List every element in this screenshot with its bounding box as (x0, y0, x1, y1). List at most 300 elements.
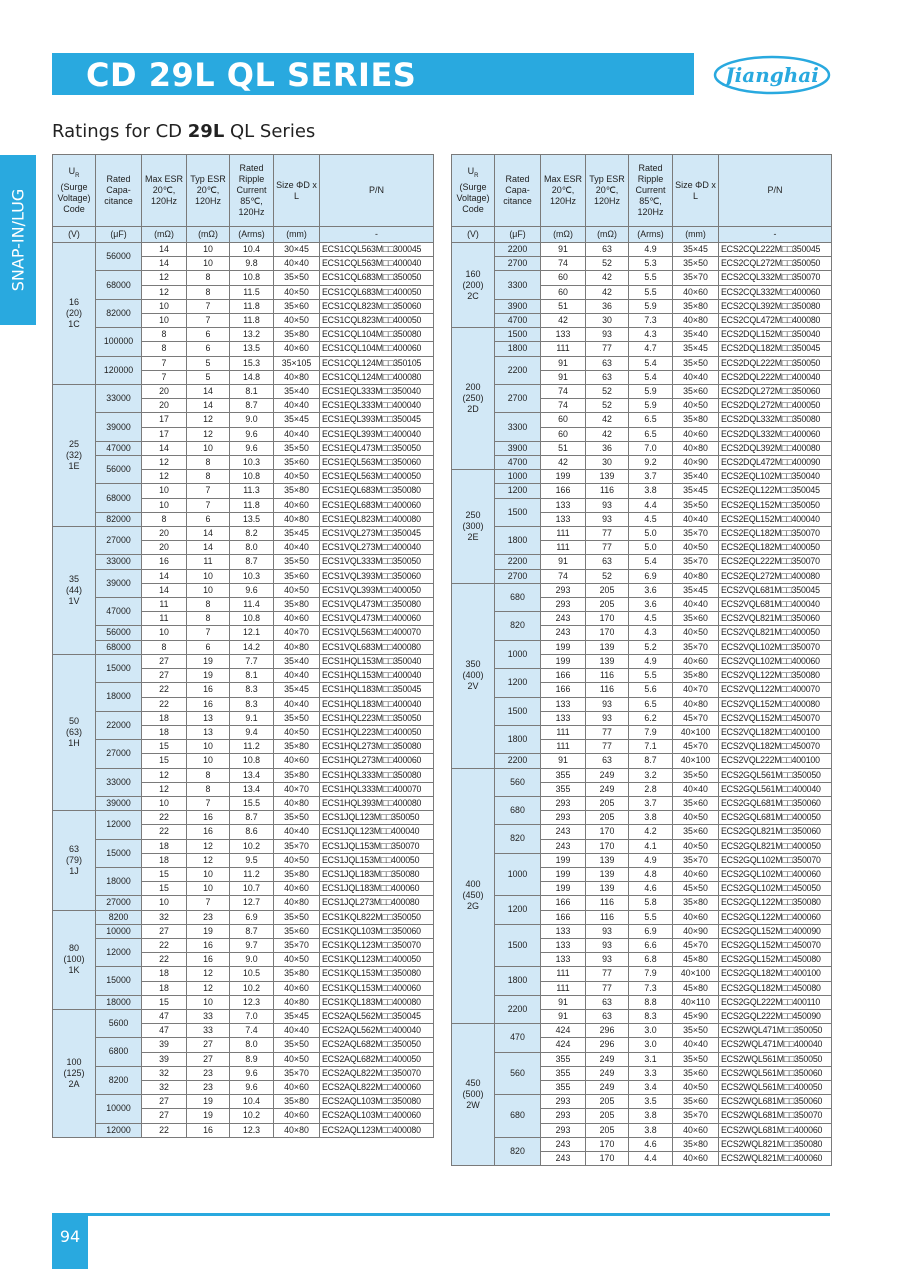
max-esr-cell: 12 (142, 768, 187, 782)
capacitance-cell: 39000 (96, 796, 142, 810)
voltage-group-cell: 16 (20) 1C (53, 243, 96, 385)
typ-esr-cell: 63 (586, 995, 629, 1009)
size-cell: 40×100 (673, 967, 719, 981)
part-number-cell: ECS2VQL122M□□350080 (719, 669, 832, 683)
part-number-cell: ECS2AQL822M□□350070 (320, 1066, 434, 1080)
ripple-cell: 5.4 (629, 356, 673, 370)
part-number-cell: ECS2VQL182M□□450070 (719, 740, 832, 754)
typ-esr-cell: 296 (586, 1024, 629, 1038)
ripple-cell: 9.0 (230, 953, 274, 967)
typ-esr-cell: 12 (187, 839, 230, 853)
capacitance-cell: 1000 (495, 853, 541, 896)
max-esr-cell: 166 (541, 896, 586, 910)
size-cell: 35×50 (274, 441, 320, 455)
typ-esr-cell: 14 (187, 541, 230, 555)
typ-esr-cell: 33 (187, 1024, 230, 1038)
size-cell: 40×40 (274, 399, 320, 413)
table-row (452, 924, 832, 938)
table-row (452, 498, 832, 512)
size-cell: 35×50 (673, 356, 719, 370)
max-esr-cell: 18 (142, 711, 187, 725)
ripple-cell: 9.6 (230, 1080, 274, 1094)
typ-esr-cell: 93 (586, 328, 629, 342)
part-number-cell: ECS1JQL153M□□400050 (320, 853, 434, 867)
typ-esr-cell: 205 (586, 796, 629, 810)
max-esr-cell: 293 (541, 796, 586, 810)
capacitance-cell: 820 (495, 612, 541, 640)
typ-esr-cell: 10 (187, 257, 230, 271)
max-esr-cell: 133 (541, 512, 586, 526)
max-esr-cell: 20 (142, 385, 187, 399)
size-cell: 35×70 (673, 1109, 719, 1123)
max-esr-cell: 424 (541, 1038, 586, 1052)
size-cell: 45×70 (673, 711, 719, 725)
max-esr-cell: 14 (142, 257, 187, 271)
max-esr-cell: 12 (142, 470, 187, 484)
ripple-cell: 5.4 (629, 370, 673, 384)
max-esr-cell: 39 (142, 1038, 187, 1052)
ripple-cell: 7.4 (230, 1024, 274, 1038)
part-number-cell: ECS1CQL104M□□350080 (320, 328, 434, 342)
part-number-cell: ECS1HQL223M□□400050 (320, 725, 434, 739)
size-cell: 40×80 (274, 995, 320, 1009)
table-row (53, 456, 434, 470)
table-row (452, 1024, 832, 1038)
typ-esr-cell: 16 (187, 811, 230, 825)
typ-esr-cell: 8 (187, 271, 230, 285)
capacitance-cell: 680 (495, 583, 541, 611)
part-number-cell: ECS2VQL152M□□450070 (719, 711, 832, 725)
typ-esr-cell: 139 (586, 882, 629, 896)
typ-esr-cell: 14 (187, 385, 230, 399)
ripple-cell: 5.9 (629, 299, 673, 313)
unit-cell: (μF) (495, 227, 541, 243)
ripple-cell: 6.5 (629, 697, 673, 711)
ripple-cell: 9.8 (230, 257, 274, 271)
part-number-cell: ECS1EQL473M□□350050 (320, 441, 434, 455)
unit-cell: (mΩ) (142, 227, 187, 243)
max-esr-cell: 293 (541, 598, 586, 612)
max-esr-cell: 16 (142, 555, 187, 569)
max-esr-cell: 243 (541, 1137, 586, 1151)
part-number-cell: ECS2WQL471M□□400040 (719, 1038, 832, 1052)
part-number-cell: ECS2DQL332M□□350080 (719, 413, 832, 427)
part-number-cell: ECS2VQL681M□□400040 (719, 598, 832, 612)
max-esr-cell: 133 (541, 328, 586, 342)
ripple-cell: 13.5 (230, 342, 274, 356)
typ-esr-cell: 10 (187, 243, 230, 257)
col-header-max-esr: Max ESR 20℃, 120Hz (541, 155, 586, 227)
voltage-group-cell: 100 (125) 2A (53, 1009, 96, 1137)
typ-esr-cell: 7 (187, 896, 230, 910)
part-number-cell: ECS1VQL683M□□400080 (320, 640, 434, 654)
size-cell: 35×70 (274, 938, 320, 952)
part-number-cell: ECS2GQL122M□□350080 (719, 896, 832, 910)
capacitance-cell: 10000 (96, 924, 142, 938)
ripple-cell: 13.2 (230, 328, 274, 342)
max-esr-cell: 355 (541, 782, 586, 796)
unit-cell: - (719, 227, 832, 243)
ripple-cell: 8.7 (230, 399, 274, 413)
max-esr-cell: 14 (142, 243, 187, 257)
table-row (452, 697, 832, 711)
part-number-cell: ECS1EQL393M□□350045 (320, 413, 434, 427)
typ-esr-cell: 116 (586, 669, 629, 683)
typ-esr-cell: 93 (586, 512, 629, 526)
capacitance-cell: 33000 (96, 768, 142, 796)
capacitance-cell: 47000 (96, 598, 142, 626)
voltage-group-cell: 25 (32) 1E (53, 385, 96, 527)
size-cell: 35×60 (274, 456, 320, 470)
col-header-voltage-u: U (467, 166, 475, 177)
ripple-cell: 3.5 (629, 1095, 673, 1109)
part-number-cell: ECS2VQL182M□□400100 (719, 725, 832, 739)
part-number-cell: ECS2EQL272M□□400080 (719, 569, 832, 583)
ripple-cell: 7.0 (230, 1009, 274, 1023)
size-cell: 35×50 (274, 910, 320, 924)
part-number-cell: ECS2AQL822M□□400060 (320, 1080, 434, 1094)
capacitance-cell: 2200 (495, 995, 541, 1023)
max-esr-cell: 243 (541, 825, 586, 839)
size-cell: 35×80 (274, 328, 320, 342)
size-cell: 35×40 (673, 328, 719, 342)
ripple-cell: 10.8 (230, 754, 274, 768)
table-row (53, 1066, 434, 1080)
size-cell: 40×50 (274, 853, 320, 867)
size-cell: 35×50 (274, 555, 320, 569)
size-cell: 40×80 (274, 512, 320, 526)
part-number-cell: ECS2AQL562M□□350045 (320, 1009, 434, 1023)
header-row (452, 155, 832, 227)
ripple-cell: 11.8 (230, 314, 274, 328)
ripple-cell: 11.3 (230, 484, 274, 498)
typ-esr-cell: 23 (187, 1066, 230, 1080)
max-esr-cell: 18 (142, 725, 187, 739)
ripple-cell: 4.2 (629, 825, 673, 839)
size-cell: 40×50 (274, 953, 320, 967)
size-cell: 35×40 (673, 470, 719, 484)
part-number-cell: ECS1VQL473M□□350080 (320, 598, 434, 612)
max-esr-cell: 91 (541, 1009, 586, 1023)
size-cell: 35×70 (673, 271, 719, 285)
max-esr-cell: 27 (142, 1109, 187, 1123)
ripple-cell: 10.3 (230, 569, 274, 583)
ripple-cell: 3.8 (629, 484, 673, 498)
part-number-cell: ECS1HQL223M□□350050 (320, 711, 434, 725)
table-row (53, 796, 434, 810)
typ-esr-cell: 93 (586, 498, 629, 512)
footer-rule (52, 1213, 830, 1216)
max-esr-cell: 10 (142, 626, 187, 640)
ripple-cell: 13.4 (230, 768, 274, 782)
ripple-cell: 5.3 (629, 257, 673, 271)
capacitance-cell: 56000 (96, 456, 142, 484)
table-row (53, 640, 434, 654)
typ-esr-cell: 14 (187, 527, 230, 541)
ripple-cell: 8.1 (230, 669, 274, 683)
typ-esr-cell: 10 (187, 867, 230, 881)
size-cell: 40×40 (274, 1024, 320, 1038)
capacitance-cell: 1200 (495, 484, 541, 498)
part-number-cell: ECS2WQL561M□□400050 (719, 1080, 832, 1094)
size-cell: 40×100 (673, 754, 719, 768)
max-esr-cell: 10 (142, 299, 187, 313)
ripple-cell: 9.0 (230, 413, 274, 427)
ripple-cell: 7.3 (629, 314, 673, 328)
capacitance-cell: 1000 (495, 640, 541, 668)
capacitance-cell: 18000 (96, 995, 142, 1009)
page-subtitle (52, 121, 315, 142)
size-cell: 40×60 (673, 427, 719, 441)
col-header-typ-esr: Typ ESR 20℃, 120Hz (187, 155, 230, 227)
capacitance-cell: 47000 (96, 441, 142, 455)
typ-esr-cell: 63 (586, 1009, 629, 1023)
typ-esr-cell: 19 (187, 669, 230, 683)
typ-esr-cell: 52 (586, 399, 629, 413)
part-number-cell: ECS2GQL152M□□400090 (719, 924, 832, 938)
size-cell: 45×80 (673, 953, 719, 967)
capacitance-cell: 1800 (495, 342, 541, 356)
size-cell: 35×50 (274, 271, 320, 285)
capacitance-cell: 82000 (96, 512, 142, 526)
typ-esr-cell: 6 (187, 512, 230, 526)
ripple-cell: 8.3 (230, 683, 274, 697)
size-cell: 40×90 (673, 456, 719, 470)
part-number-cell: ECS1EQL393M□□400040 (320, 427, 434, 441)
capacitance-cell: 8200 (96, 1066, 142, 1094)
size-cell: 35×45 (274, 413, 320, 427)
typ-esr-cell: 33 (187, 1009, 230, 1023)
typ-esr-cell: 170 (586, 1152, 629, 1166)
max-esr-cell: 8 (142, 640, 187, 654)
part-number-cell: ECS1EQL683M□□350080 (320, 484, 434, 498)
ripple-cell: 5.0 (629, 527, 673, 541)
size-cell: 40×50 (274, 583, 320, 597)
typ-esr-cell: 13 (187, 711, 230, 725)
capacitance-cell: 3300 (495, 413, 541, 441)
typ-esr-cell: 7 (187, 498, 230, 512)
col-header-voltage-sub: R (75, 172, 80, 179)
part-number-cell: ECS2WQL821M□□400060 (719, 1152, 832, 1166)
max-esr-cell: 111 (541, 981, 586, 995)
typ-esr-cell: 139 (586, 867, 629, 881)
ripple-cell: 8.3 (230, 697, 274, 711)
part-number-cell: ECS1HQL333M□□400070 (320, 782, 434, 796)
capacitance-cell: 18000 (96, 867, 142, 895)
size-cell: 40×60 (274, 1109, 320, 1123)
typ-esr-cell: 52 (586, 385, 629, 399)
size-cell: 40×40 (274, 427, 320, 441)
voltage-group-cell: 63 (79) 1J (53, 811, 96, 910)
capacitance-cell: 1800 (495, 725, 541, 753)
capacitance-cell: 4700 (495, 456, 541, 470)
size-cell: 40×60 (673, 285, 719, 299)
size-cell: 35×60 (274, 924, 320, 938)
typ-esr-cell: 170 (586, 1137, 629, 1151)
typ-esr-cell: 16 (187, 953, 230, 967)
typ-esr-cell: 93 (586, 938, 629, 952)
typ-esr-cell: 42 (586, 271, 629, 285)
max-esr-cell: 22 (142, 825, 187, 839)
typ-esr-cell: 16 (187, 697, 230, 711)
ripple-cell: 10.8 (230, 612, 274, 626)
typ-esr-cell: 19 (187, 924, 230, 938)
voltage-group-cell: 250 (300) 2E (452, 470, 495, 584)
ripple-cell: 9.6 (230, 441, 274, 455)
part-number-cell: ECS2EQL182M□□400050 (719, 541, 832, 555)
part-number-cell: ECS1VQL393M□□350060 (320, 569, 434, 583)
part-number-cell: ECS1KQL103M□□350060 (320, 924, 434, 938)
size-cell: 40×60 (274, 342, 320, 356)
size-cell: 40×60 (274, 882, 320, 896)
table-row (452, 1052, 832, 1066)
typ-esr-cell: 7 (187, 484, 230, 498)
capacitance-cell: 56000 (96, 626, 142, 640)
ripple-cell: 4.4 (629, 1152, 673, 1166)
max-esr-cell: 15 (142, 867, 187, 881)
typ-esr-cell: 19 (187, 654, 230, 668)
max-esr-cell: 166 (541, 910, 586, 924)
part-number-cell: ECS1HQL393M□□400080 (320, 796, 434, 810)
max-esr-cell: 15 (142, 995, 187, 1009)
ripple-cell: 6.9 (230, 910, 274, 924)
page-number: 94 (59, 1227, 81, 1246)
voltage-group-cell: 450 (500) 2W (452, 1024, 495, 1166)
max-esr-cell: 199 (541, 654, 586, 668)
table-row (53, 413, 434, 427)
brand-name: Jianghai (725, 63, 819, 87)
capacitance-cell: 15000 (96, 839, 142, 867)
part-number-cell: ECS2EQL182M□□350070 (719, 527, 832, 541)
col-header-voltage-sub: R (474, 172, 479, 179)
table-row (53, 299, 434, 313)
ripple-cell: 10.2 (230, 981, 274, 995)
table-row (452, 825, 832, 839)
capacitance-cell: 100000 (96, 328, 142, 356)
capacitance-cell: 1800 (495, 527, 541, 555)
part-number-cell: ECS2GQL122M□□400060 (719, 910, 832, 924)
voltage-group-cell: 400 (450) 2G (452, 768, 495, 1024)
unit-cell: (mm) (673, 227, 719, 243)
max-esr-cell: 22 (142, 697, 187, 711)
typ-esr-cell: 42 (586, 413, 629, 427)
typ-esr-cell: 116 (586, 484, 629, 498)
size-cell: 35×80 (673, 1137, 719, 1151)
typ-esr-cell: 205 (586, 811, 629, 825)
size-cell: 35×50 (274, 711, 320, 725)
max-esr-cell: 199 (541, 882, 586, 896)
capacitance-cell: 2200 (495, 754, 541, 768)
part-number-cell: ECS2EQL222M□□350070 (719, 555, 832, 569)
part-number-cell: ECS1JQL273M□□400080 (320, 896, 434, 910)
table-row (53, 441, 434, 455)
part-number-cell: ECS1HQL333M□□350080 (320, 768, 434, 782)
part-number-cell: ECS2GQL102M□□450050 (719, 882, 832, 896)
ripple-cell: 11.8 (230, 498, 274, 512)
ripple-cell: 9.6 (230, 1066, 274, 1080)
typ-esr-cell: 6 (187, 640, 230, 654)
part-number-cell: ECS2DQL472M□□400090 (719, 456, 832, 470)
table-row (53, 527, 434, 541)
ripple-cell: 4.7 (629, 342, 673, 356)
capacitance-cell: 6800 (96, 1038, 142, 1066)
part-number-cell: ECS1VQL393M□□400050 (320, 583, 434, 597)
table-row (452, 725, 832, 739)
typ-esr-cell: 30 (586, 314, 629, 328)
typ-esr-cell: 8 (187, 456, 230, 470)
subtitle-prefix: Ratings for CD (52, 121, 188, 142)
part-number-cell: ECS1EQL563M□□400050 (320, 470, 434, 484)
typ-esr-cell: 63 (586, 356, 629, 370)
max-esr-cell: 15 (142, 882, 187, 896)
max-esr-cell: 22 (142, 938, 187, 952)
typ-esr-cell: 6 (187, 342, 230, 356)
size-cell: 45×50 (673, 882, 719, 896)
typ-esr-cell: 63 (586, 754, 629, 768)
part-number-cell: ECS1CQL563M□□400040 (320, 257, 434, 271)
ripple-cell: 3.3 (629, 1066, 673, 1080)
max-esr-cell: 51 (541, 299, 586, 313)
table-row (452, 441, 832, 455)
part-number-cell: ECS2GQL561M□□350050 (719, 768, 832, 782)
max-esr-cell: 10 (142, 896, 187, 910)
size-cell: 40×40 (274, 669, 320, 683)
capacitance-cell: 1200 (495, 669, 541, 697)
part-number-cell: ECS2CQL332M□□400060 (719, 285, 832, 299)
size-cell: 40×60 (274, 1080, 320, 1094)
size-cell: 35×80 (274, 598, 320, 612)
typ-esr-cell: 10 (187, 882, 230, 896)
part-number-cell: ECS1CQL823M□□350060 (320, 299, 434, 313)
col-header-capacitance: Rated Capa- citance (96, 155, 142, 227)
ripple-cell: 3.8 (629, 811, 673, 825)
size-cell: 40×40 (673, 512, 719, 526)
max-esr-cell: 17 (142, 413, 187, 427)
max-esr-cell: 199 (541, 867, 586, 881)
capacitance-cell: 2700 (495, 385, 541, 413)
series-title: CD 29L QL SERIES (86, 56, 417, 94)
max-esr-cell: 14 (142, 569, 187, 583)
max-esr-cell: 18 (142, 853, 187, 867)
size-cell: 45×70 (673, 740, 719, 754)
table-row (452, 257, 832, 271)
table-row (53, 811, 434, 825)
size-cell: 35×60 (673, 1066, 719, 1080)
ripple-cell: 4.6 (629, 882, 673, 896)
ripple-cell: 11.4 (230, 598, 274, 612)
size-cell: 35×60 (673, 385, 719, 399)
table-row (452, 1095, 832, 1109)
capacitance-cell: 3900 (495, 299, 541, 313)
table-row (452, 569, 832, 583)
ripple-cell: 10.8 (230, 470, 274, 484)
size-cell: 35×80 (673, 669, 719, 683)
ripple-cell: 11.2 (230, 867, 274, 881)
ripple-cell: 8.7 (629, 754, 673, 768)
table-row (452, 967, 832, 981)
capacitance-cell: 2200 (495, 243, 541, 257)
size-cell: 35×60 (673, 612, 719, 626)
capacitance-cell: 33000 (96, 385, 142, 413)
typ-esr-cell: 8 (187, 470, 230, 484)
typ-esr-cell: 296 (586, 1038, 629, 1052)
size-cell: 40×80 (274, 896, 320, 910)
ripple-cell: 3.2 (629, 768, 673, 782)
size-cell: 35×50 (274, 811, 320, 825)
size-cell: 40×110 (673, 995, 719, 1009)
part-number-cell: ECS1CQL124M□□400080 (320, 370, 434, 384)
max-esr-cell: 10 (142, 498, 187, 512)
